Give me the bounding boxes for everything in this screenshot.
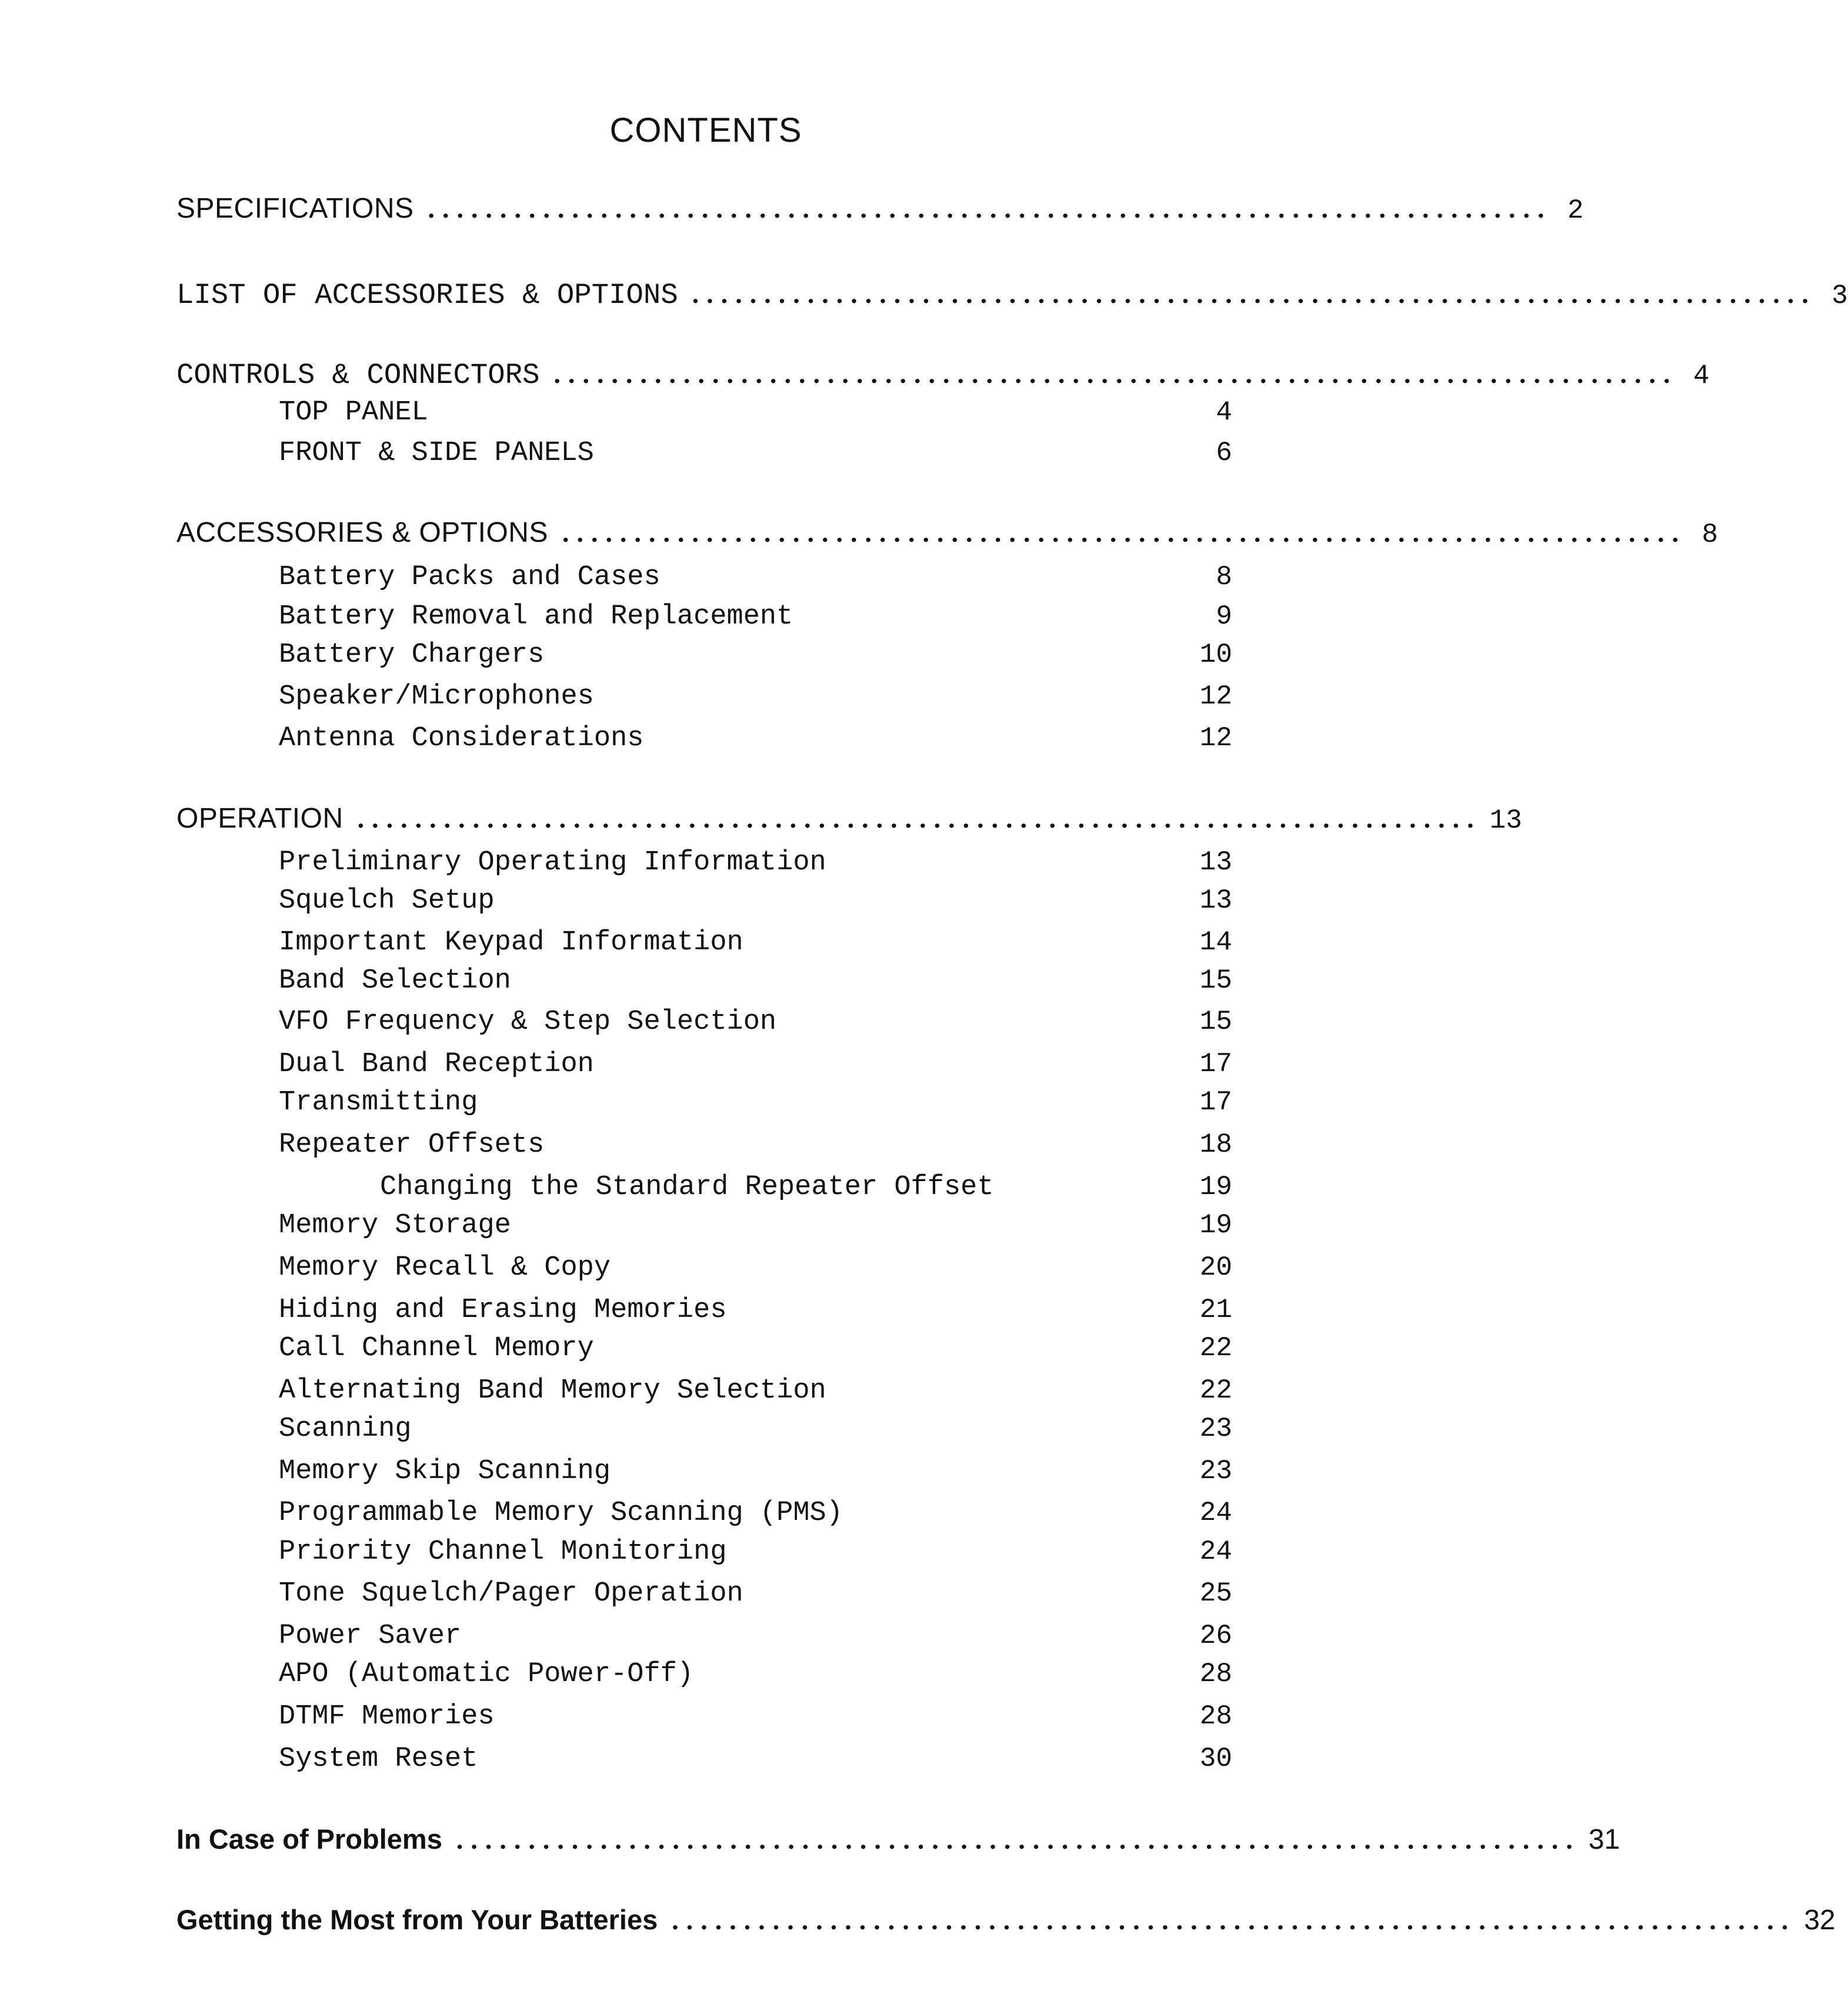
toc-item[interactable]: [279, 394, 1232, 431]
dot-leader: ..............................................................................: [562, 518, 1686, 548]
toc-item-label: Alternating Band Memory Selection: [279, 1375, 826, 1406]
toc-page-number: 23: [1199, 1413, 1232, 1444]
toc-item-label: Memory Storage: [279, 1210, 511, 1241]
toc-item-label: Power Saver: [279, 1620, 462, 1652]
toc-section-list-of-accessories[interactable]: [176, 275, 1848, 313]
toc-page-number: 13: [1199, 847, 1232, 878]
toc-page-number: 20: [1199, 1252, 1232, 1283]
toc-page-number: 4: [1216, 397, 1232, 428]
toc-section-label: In Case of Problems: [176, 1823, 442, 1855]
toc-page-number: 2: [1567, 195, 1584, 226]
toc-page-number: 17: [1199, 1049, 1232, 1079]
toc-item[interactable]: [279, 719, 1232, 757]
toc-item-label: Call Channel Memory: [279, 1333, 594, 1364]
toc-page-number: 8: [1216, 562, 1232, 592]
toc-item[interactable]: [279, 1410, 1232, 1448]
toc-item-label: VFO Frequency & Step Selection: [279, 1006, 777, 1038]
toc-item[interactable]: [279, 678, 1232, 715]
toc-item[interactable]: [279, 1372, 1232, 1409]
toc-page-number: 9: [1216, 601, 1232, 632]
toc-item-label: Memory Skip Scanning: [279, 1456, 611, 1487]
toc-section-in-case-of-problems[interactable]: [176, 1820, 1620, 1858]
toc-page-number: 25: [1199, 1578, 1232, 1609]
toc-item-label: Dual Band Reception: [279, 1049, 594, 1080]
toc-section-label: OPERATION: [176, 803, 343, 834]
toc-item-label: Squelch Setup: [279, 885, 495, 916]
toc-item[interactable]: [279, 1575, 1232, 1612]
dot-leader: ..............................................................................: [672, 1905, 1796, 1935]
toc-section-getting-the-most-from-batteries[interactable]: [176, 1901, 1836, 1939]
toc-item-label: Battery Removal and Replacement: [279, 601, 793, 632]
dot-leader: ..............................................................................: [357, 803, 1482, 833]
toc-page-number: 12: [1199, 681, 1232, 712]
toc-page-number: 15: [1199, 1006, 1232, 1037]
toc-page-number: 13: [1199, 885, 1232, 916]
toc-page-number: 22: [1199, 1333, 1232, 1363]
toc-item-label: Battery Chargers: [279, 639, 545, 671]
toc-item-label: Memory Recall & Copy: [279, 1252, 611, 1283]
toc-page-number: 22: [1199, 1375, 1232, 1406]
toc-item-label: Important Keypad Information: [279, 927, 743, 958]
toc-section-controls-connectors[interactable]: [176, 355, 1710, 393]
toc-page-number: 4: [1693, 361, 1710, 391]
toc-page-number: 24: [1199, 1498, 1232, 1528]
toc-page-number: 14: [1199, 927, 1232, 958]
toc-section-label: LIST OF ACCESSORIES & OPTIONS: [176, 279, 678, 312]
toc-page-number: 32: [1804, 1905, 1836, 1936]
toc-item[interactable]: [279, 1003, 1232, 1041]
toc-item[interactable]: [279, 1126, 1232, 1163]
toc-item[interactable]: [279, 1452, 1232, 1490]
dot-leader: ..............................................................................: [553, 359, 1678, 389]
toc-item[interactable]: [279, 882, 1232, 919]
toc-item-label: Hiding and Erasing Memories: [279, 1295, 727, 1326]
toc-page-number: 19: [1199, 1172, 1232, 1202]
toc-item-label: TOP PANEL: [279, 397, 428, 428]
toc-item-label: Scanning: [279, 1413, 412, 1445]
toc-item-label: Antenna Considerations: [279, 723, 644, 754]
toc-item[interactable]: [279, 1249, 1232, 1286]
toc-item[interactable]: [279, 923, 1232, 961]
toc-item[interactable]: [279, 1533, 1232, 1570]
toc-item[interactable]: [279, 1617, 1232, 1655]
toc-section-label: CONTROLS & CONNECTORS: [176, 359, 540, 392]
toc-page-number: 30: [1199, 1743, 1232, 1774]
toc-item-label: Repeater Offsets: [279, 1129, 545, 1161]
toc-page-number: 15: [1199, 965, 1232, 996]
dot-leader: ..............................................................................: [692, 279, 1816, 309]
page-title: CONTENTS: [609, 111, 802, 149]
toc-item-label: Battery Packs and Cases: [279, 562, 661, 593]
toc-item-label: Priority Channel Monitoring: [279, 1536, 727, 1568]
toc-item-label: Transmitting: [279, 1087, 478, 1118]
toc-item-label: Preliminary Operating Information: [279, 847, 826, 878]
toc-page-number: 31: [1588, 1824, 1620, 1855]
toc-page-number: 28: [1199, 1659, 1232, 1689]
toc-item[interactable]: [279, 1083, 1232, 1121]
toc-item[interactable]: [279, 1494, 1232, 1532]
toc-item-label: Changing the Standard Repeater Offset: [380, 1172, 994, 1203]
toc-item[interactable]: [279, 1329, 1232, 1367]
toc-section-label: SPECIFICATIONS: [176, 193, 414, 224]
toc-item-label: System Reset: [279, 1743, 478, 1775]
toc-subitem[interactable]: [380, 1168, 1232, 1206]
toc-page-number: 6: [1216, 438, 1232, 468]
toc-page-number: 10: [1199, 639, 1232, 670]
toc-page-number: 24: [1199, 1536, 1232, 1567]
toc-item[interactable]: [279, 1045, 1232, 1083]
toc-item-label: APO (Automatic Power-Off): [279, 1659, 694, 1690]
toc-item-label: FRONT & SIDE PANELS: [279, 438, 594, 469]
toc-item[interactable]: [279, 636, 1232, 673]
toc-page-number: 17: [1199, 1087, 1232, 1118]
toc-section-specifications[interactable]: [176, 190, 1584, 228]
toc-item-label: Band Selection: [279, 965, 511, 996]
toc-item-label: DTMF Memories: [279, 1701, 495, 1732]
toc-page-number: 19: [1199, 1210, 1232, 1241]
toc-item[interactable]: [279, 1206, 1232, 1244]
toc-page-number: 26: [1199, 1620, 1232, 1651]
toc-item[interactable]: [279, 558, 1232, 596]
toc-item[interactable]: [279, 1291, 1232, 1329]
toc-section-label: ACCESSORIES & OPTIONS: [176, 517, 548, 548]
toc-page-number: 21: [1199, 1295, 1232, 1325]
toc-page-number: 13: [1489, 805, 1522, 836]
toc-item[interactable]: [279, 434, 1232, 472]
dot-leader: ..............................................................................: [428, 194, 1552, 224]
toc-item[interactable]: [279, 598, 1232, 635]
toc-item[interactable]: [279, 1655, 1232, 1693]
toc-item[interactable]: [279, 1698, 1232, 1735]
toc-page-number: 23: [1199, 1456, 1232, 1486]
toc-page-number: 18: [1199, 1129, 1232, 1160]
toc-section-label: Getting the Most from Your Batteries: [176, 1904, 658, 1935]
toc-section-accessories-options[interactable]: [176, 514, 1718, 552]
toc-section-operation[interactable]: [176, 800, 1522, 838]
toc-page-number: 3: [1832, 281, 1848, 311]
toc-item-label: Tone Squelch/Pager Operation: [279, 1578, 743, 1609]
toc-page-number: 28: [1199, 1701, 1232, 1732]
dot-leader: ..............................................................................: [456, 1825, 1580, 1855]
toc-item-label: Speaker/Microphones: [279, 681, 594, 712]
toc-page-number: 12: [1199, 723, 1232, 753]
toc-item[interactable]: [279, 843, 1232, 881]
toc-item[interactable]: [279, 962, 1232, 999]
toc-item-label: Programmable Memory Scanning (PMS): [279, 1498, 843, 1529]
toc-page-number: 8: [1702, 519, 1718, 550]
toc-item[interactable]: [279, 1740, 1232, 1778]
